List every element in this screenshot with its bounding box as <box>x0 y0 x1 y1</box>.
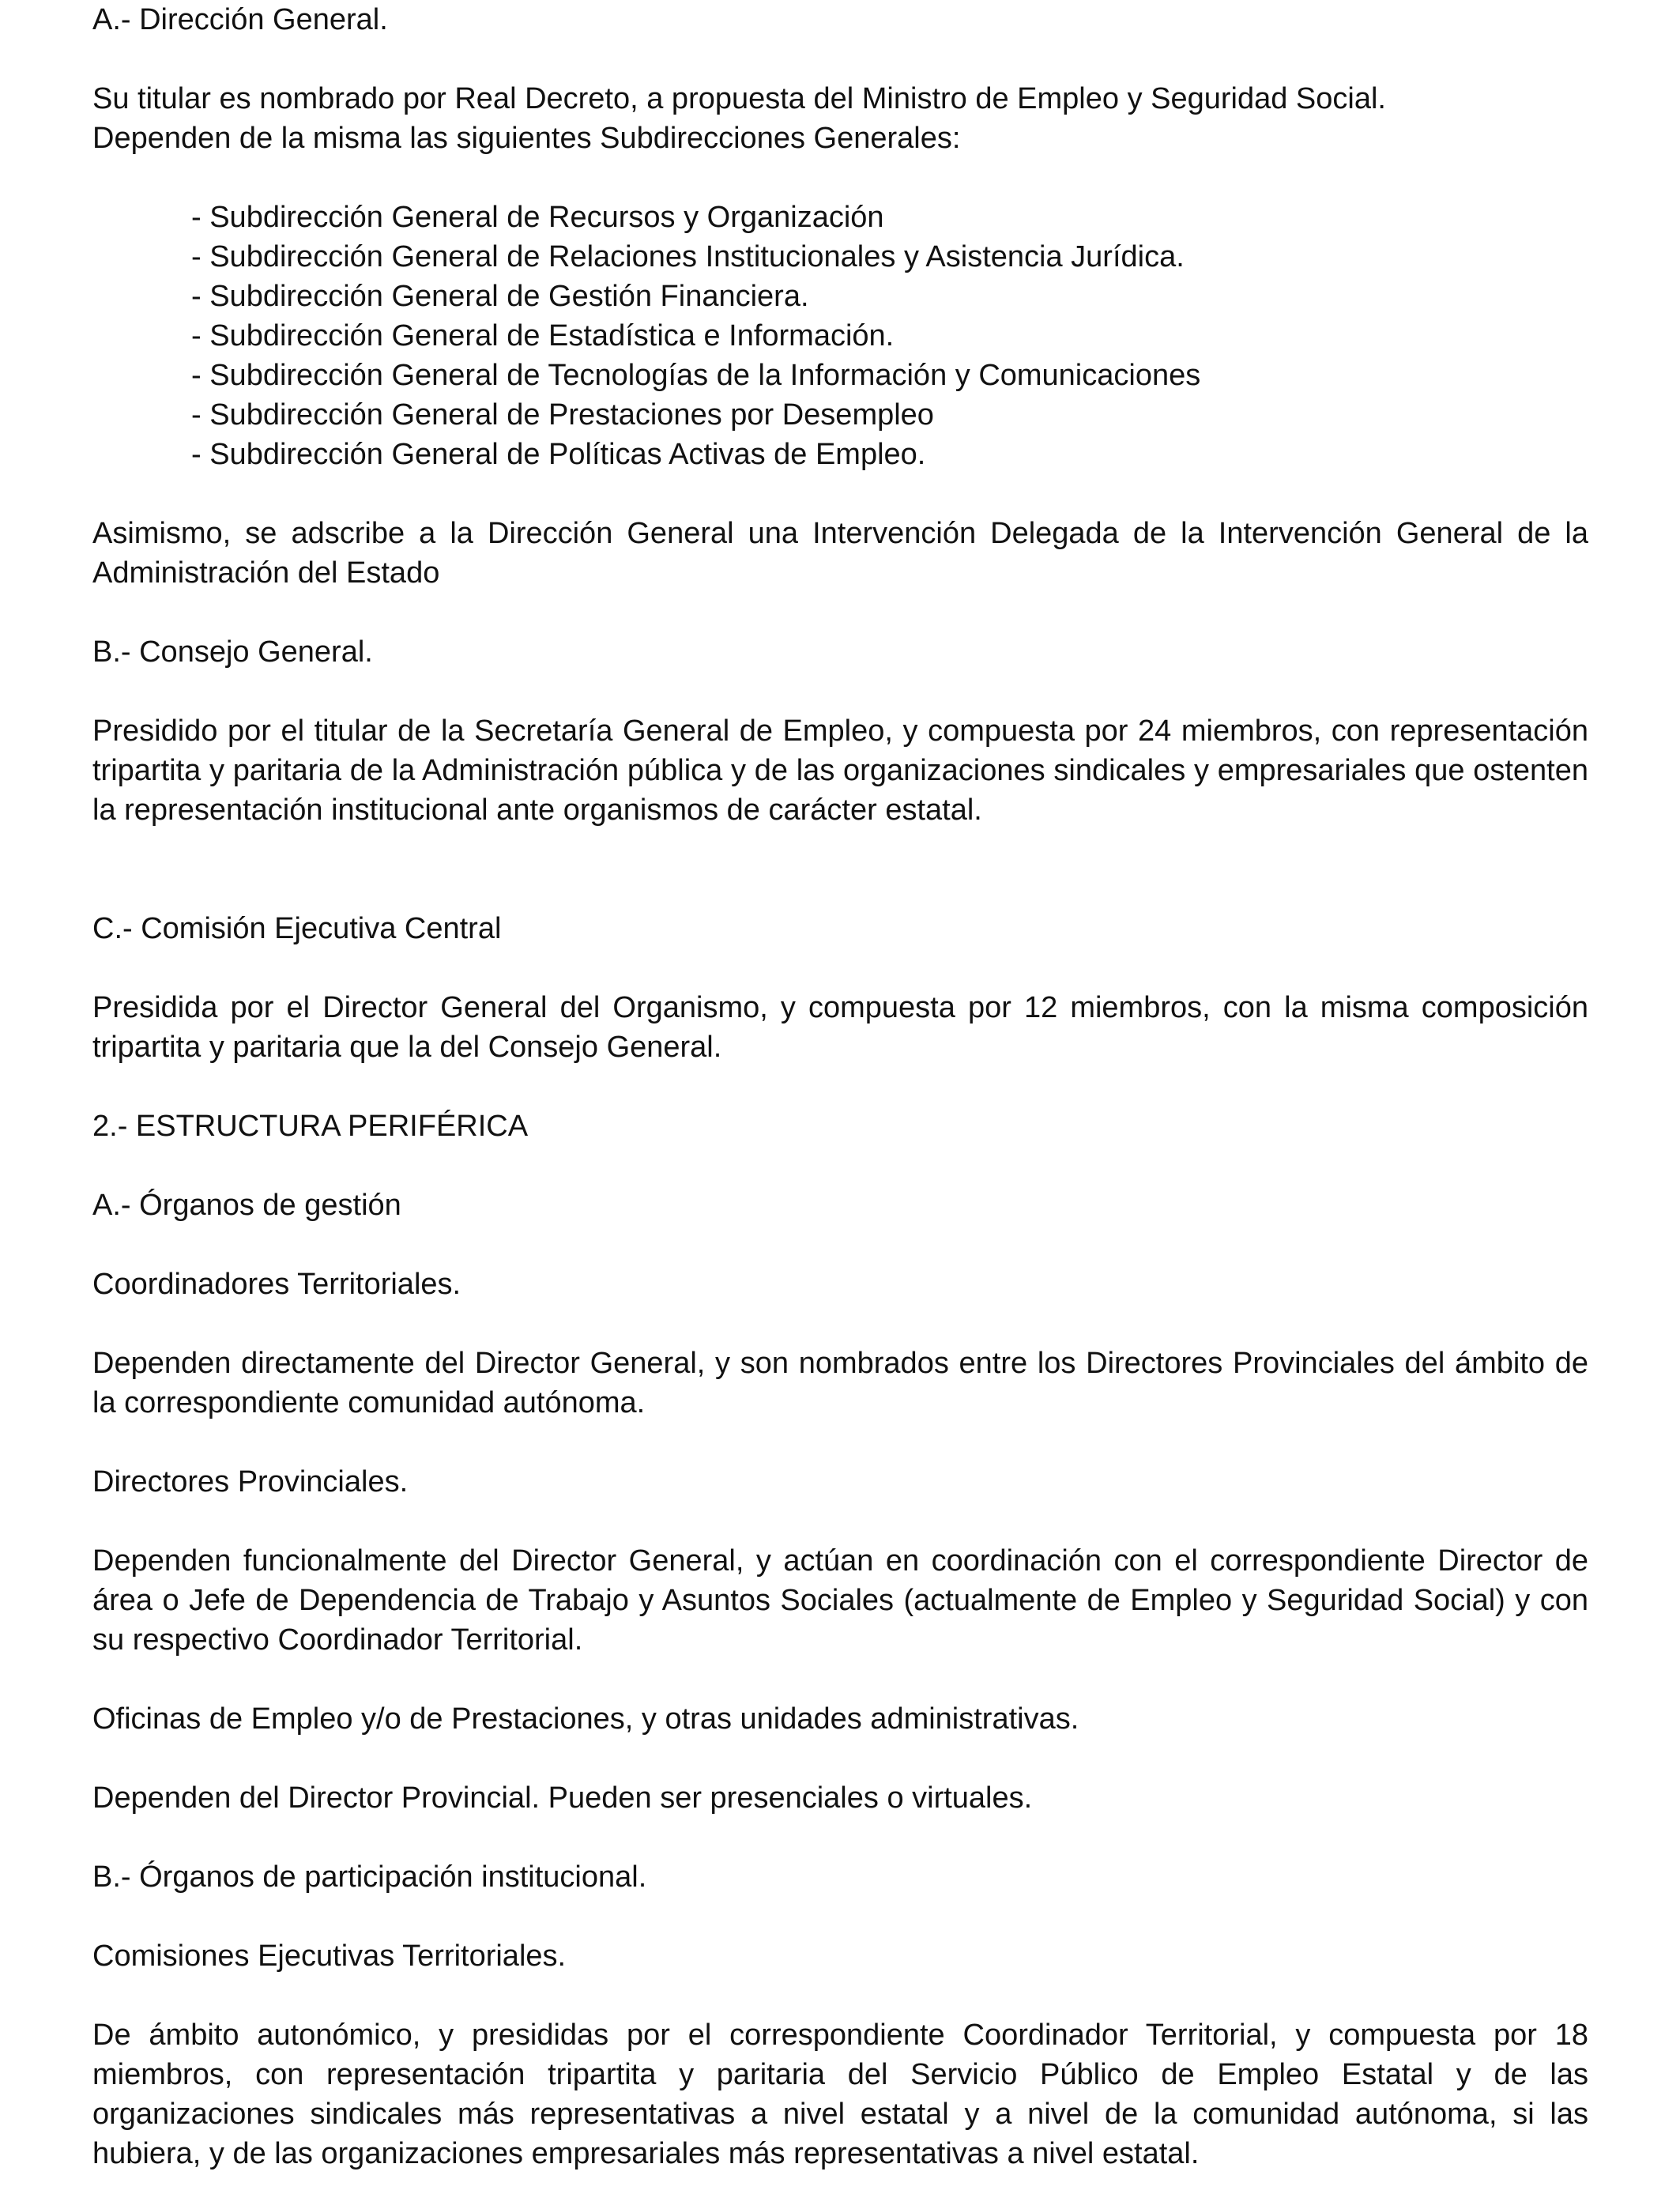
section-a-heading: A.- Dirección General. <box>92 3 388 36</box>
estructura-periferica-heading: 2.- ESTRUCTURA PERIFÉRICA <box>92 1110 529 1143</box>
list-item: - Subdirección General de Políticas Activas de Empleo. <box>191 438 926 471</box>
intervencion-para: Asimismo, se adscribe a la Dirección General una Intervención Delegada de la Intervención General de la Administración del Estado <box>92 517 1588 590</box>
directores-para: Dependen funcionalmente del Director General, y actúan en coordinación con el correspondiente Director de área o Jefe de Dependencia de Trabajo y Asuntos Sociales (actualmente de Empleo y Seguridad Social) y con su respectivo Coordinador Territorial. <box>92 1544 1588 1657</box>
consejo-para: Presidido por el titular de la Secretaría General de Empleo, y compuesta por 24 miembros, con representación tripartita y paritaria de la Administración pública y de las organizaciones sindicales y empresariales que ostenten la representación institucional ante organismos de carácter estatal. <box>92 714 1588 827</box>
list-item: - Subdirección General de Prestaciones por Desempleo <box>191 398 934 432</box>
comision-para: Presidida por el Director General del Organismo, y compuesta por 12 miembros, con la misma composición tripartita y paritaria que la del Consejo General. <box>92 991 1588 1064</box>
list-item: - Subdirección General de Relaciones Institucionales y Asistencia Jurídica. <box>191 240 1185 273</box>
list-item: - Subdirección General de Tecnologías de la Información y Comunicaciones <box>191 359 1201 392</box>
directores-title: Directores Provinciales. <box>92 1465 409 1498</box>
oficinas-para: Dependen del Director Provincial. Pueden ser presenciales o virtuales. <box>92 1781 1033 1815</box>
comisiones-para: De ámbito autonómico, y presididas por el correspondiente Coordinador Territorial, y compuesta por 18 miembros, con representación tripartita y paritaria del Servicio Público de Empleo Estatal y de las organizaciones sindicales más representativas a nivel estatal y a nivel de la comunidad autónoma, si las hubiera, y de las organizaciones empresariales más representativas a nivel estatal. <box>92 2019 1588 2170</box>
organos-gestion-heading: A.- Órganos de gestión <box>92 1189 401 1222</box>
list-item: - Subdirección General de Estadística e Información. <box>191 319 895 352</box>
direccion-para-line2: Dependen de la misma las siguientes Subdirecciones Generales: <box>92 122 961 155</box>
coordinadores-para: Dependen directamente del Director General, y son nombrados entre los Directores Provinciales del ámbito de la correspondiente comunidad autónoma. <box>92 1347 1588 1419</box>
coordinadores-title: Coordinadores Territoriales. <box>92 1268 461 1301</box>
direccion-para-line1: Su titular es nombrado por Real Decreto, a propuesta del Ministro de Empleo y Seguridad Social. <box>92 82 1386 115</box>
oficinas-title: Oficinas de Empleo y/o de Prestaciones, y otras unidades administrativas. <box>92 1702 1079 1736</box>
section-b-heading: B.- Consejo General. <box>92 635 373 669</box>
document-page <box>92 0 1588 2173</box>
list-item: - Subdirección General de Gestión Financiera. <box>191 280 809 313</box>
comisiones-title: Comisiones Ejecutivas Territoriales. <box>92 1940 567 1973</box>
subdirecciones-list <box>92 198 1588 474</box>
list-item: - Subdirección General de Recursos y Organización <box>191 201 884 234</box>
organos-participacion-heading: B.- Órganos de participación institucional. <box>92 1860 647 1894</box>
section-c-heading: C.- Comisión Ejecutiva Central <box>92 912 502 945</box>
